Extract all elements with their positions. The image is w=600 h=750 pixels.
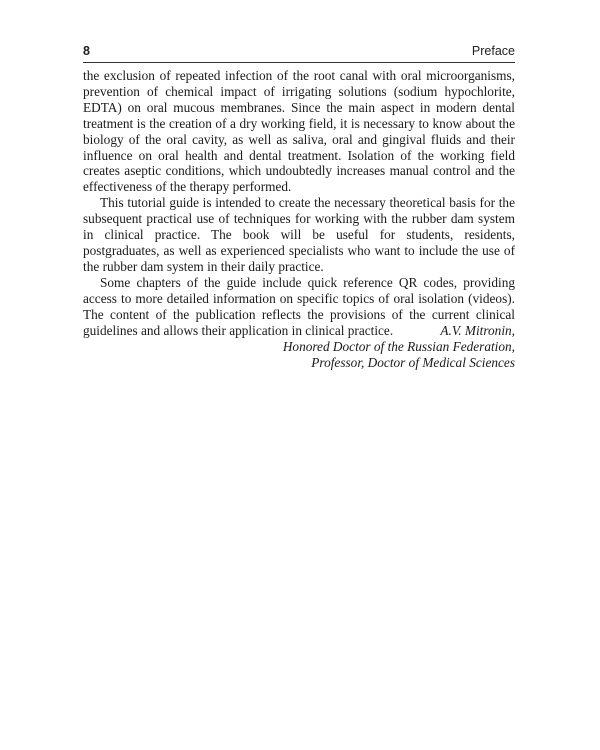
body-text	[83, 68, 515, 338]
author-signature	[215, 323, 515, 371]
paragraph-continuation: the exclusion of repeated infection of the root canal with oral microorganisms, prevention of chemical impact of irrigating solutions (sodium hypochlorite, EDTA) on oral mucous membranes. Since the main aspect in modern dental treatment is the creation of a dry working field, it is necessary to know about the biology of the oral cavity, as well as saliva, oral and gingival fluids and their influence on oral health and dental treatment. Isolation of the working field creates aseptic conditions, which undoubtedly increases manual control and the effectiveness of the therapy performed.	[83, 68, 515, 195]
author-title-line-2: Professor, Doctor of Medical Sciences	[311, 355, 515, 370]
running-head: Preface	[471, 44, 515, 58]
page-number: 8	[83, 44, 90, 58]
header-rule	[83, 62, 515, 63]
author-title-line-1: Honored Doctor of the Russian Federation,	[282, 339, 515, 354]
paragraph-qr-codes: Some chapters of the guide include quick reference QR codes, providing access to more detailed information on specific topics of oral isolation (videos). The content of the publication reflects the provisions of the current clinical guidelines and allows their application in clinical practice.	[83, 274, 515, 338]
author-name: A.V. Mitronin,	[440, 323, 515, 338]
paragraph-tutorial-purpose: This tutorial guide is intended to create the necessary theoretical basis for the subsequent practical use of techniques for working with the rubber dam system in clinical practice. The book will be useful for students, residents, postgraduates, as well as experienced specialists who want to include the use of the rubber dam system in their daily practice.	[83, 195, 515, 274]
page-header	[83, 42, 515, 62]
